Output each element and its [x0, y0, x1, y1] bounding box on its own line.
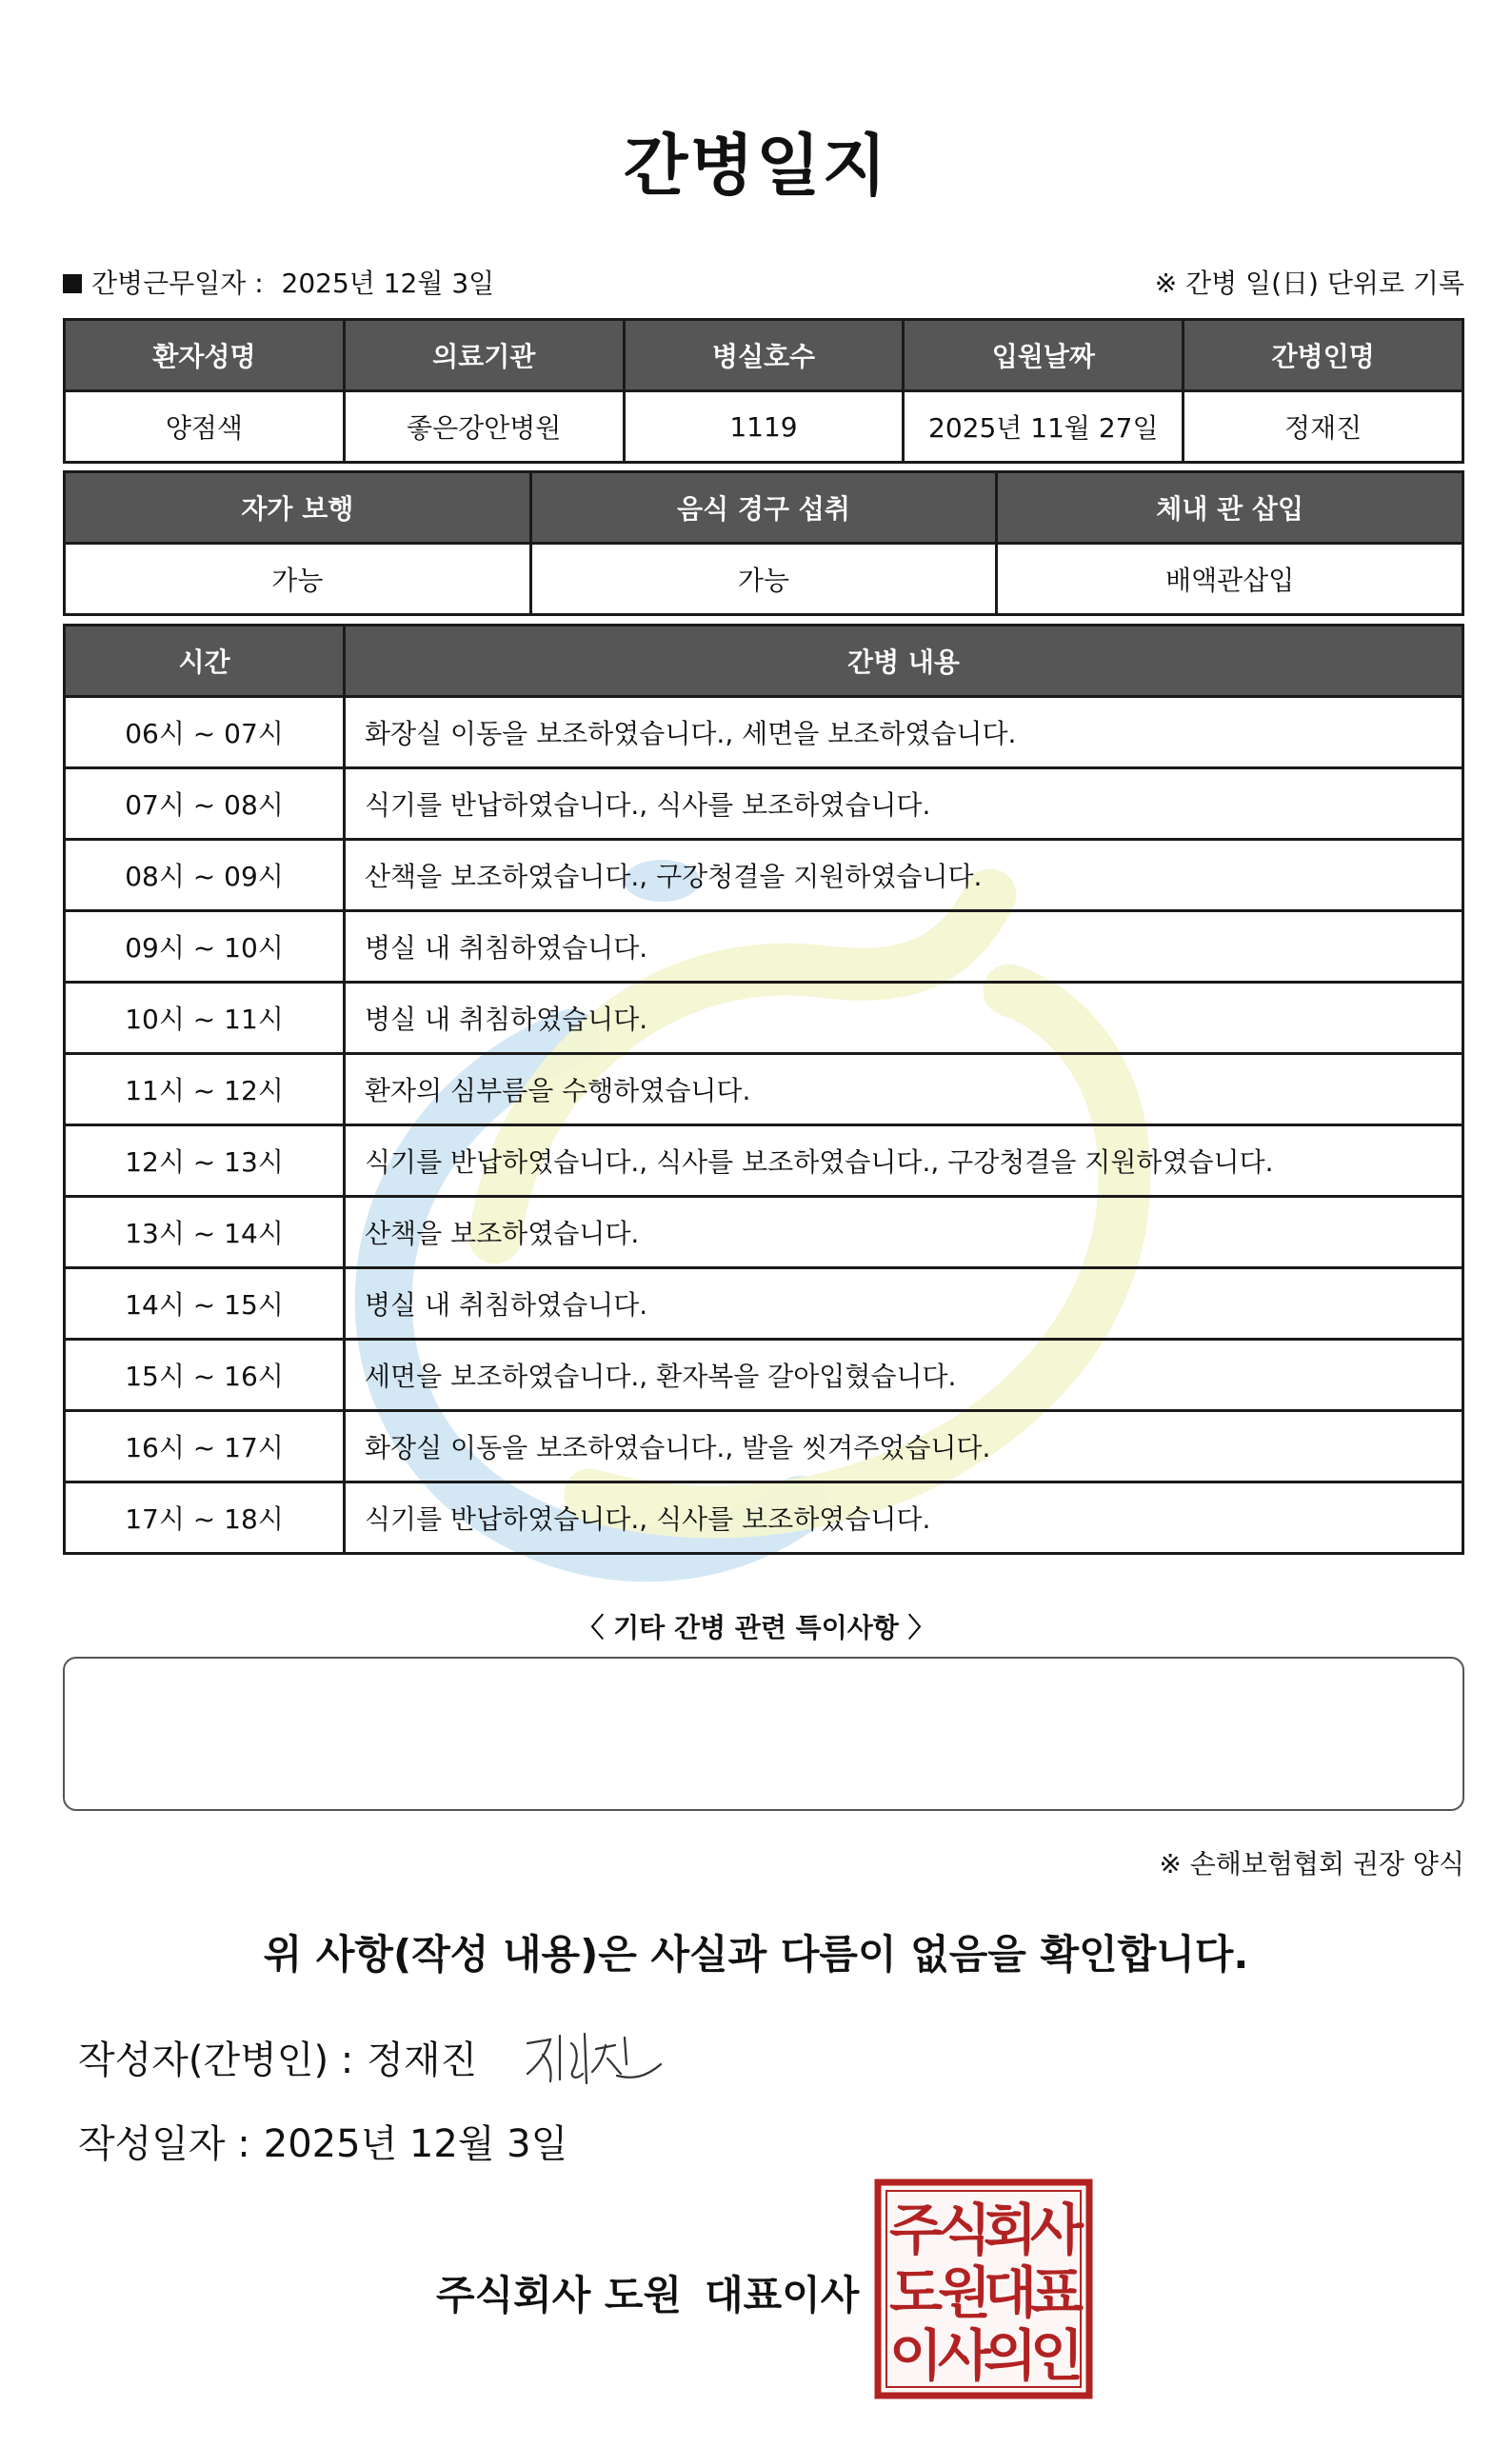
- svg-text:표: 표: [1029, 2260, 1084, 2325]
- work-date-value: 2025년 12월 3일: [281, 268, 495, 299]
- written-date-value: 2025년 12월 3일: [263, 2122, 568, 2166]
- time-cell: 14시 ~ 15시: [65, 1268, 345, 1340]
- table-row: [65, 1482, 1463, 1554]
- patient-info-header-row: [65, 320, 1463, 391]
- page-title: 간병일지: [623, 127, 889, 205]
- content-cell: 화장실 이동을 보조하였습니다., 발을 씻겨주었습니다.: [345, 1411, 1463, 1482]
- time-cell: 07시 ~ 08시: [65, 768, 345, 840]
- square-bullet-icon: [63, 274, 82, 293]
- patient-status-table: [63, 470, 1464, 616]
- admission-date: 2025년 11월 27일: [904, 391, 1184, 463]
- table-row: [65, 1197, 1463, 1268]
- patient-info-table: [63, 318, 1464, 464]
- time-cell: 06시 ~ 07시: [65, 697, 345, 768]
- table-row: [65, 1340, 1463, 1411]
- record-unit-note: ※ 간병 일(日) 단위로 기록: [1154, 268, 1464, 299]
- oral-intake-status: 가능: [530, 544, 997, 615]
- content-cell: 환자의 심부름을 수행하였습니다.: [345, 1054, 1463, 1125]
- svg-text:회: 회: [983, 2198, 1038, 2262]
- work-date-label: 간병근무일자 :: [91, 268, 264, 299]
- table-row: [65, 911, 1463, 983]
- header-tube: 체내 관 삽입: [997, 472, 1463, 544]
- content-cell: 식기를 반납하였습니다., 식사를 보조하였습니다.: [345, 1482, 1463, 1554]
- content-cell: 산책을 보조하였습니다.: [345, 1197, 1463, 1268]
- tube-status: 배액관삽입: [997, 544, 1463, 615]
- status-header-row: [65, 472, 1463, 544]
- svg-text:인: 인: [1029, 2323, 1084, 2388]
- care-log-table: [63, 624, 1464, 1555]
- time-cell: 12시 ~ 13시: [65, 1125, 345, 1197]
- table-row: [65, 983, 1463, 1054]
- time-cell: 13시 ~ 14시: [65, 1197, 345, 1268]
- content-cell: 병실 내 취침하였습니다.: [345, 1268, 1463, 1340]
- form-source-note: ※ 손해보험협회 권장 양식: [1159, 1848, 1464, 1880]
- table-row: [65, 1054, 1463, 1125]
- written-date-label: 작성일자 :: [78, 2122, 250, 2166]
- written-date-line: [78, 2114, 567, 2168]
- svg-text:사: 사: [937, 2323, 992, 2388]
- company-seal: [874, 2178, 1093, 2399]
- patient-info-value-row: [65, 391, 1463, 463]
- header-admission-date: 입원날짜: [904, 320, 1184, 391]
- svg-text:도: 도: [888, 2260, 944, 2325]
- writer-name: 정재진: [367, 2039, 478, 2082]
- table-row: [65, 1125, 1463, 1197]
- header-hospital: 의료기관: [344, 320, 624, 391]
- header-walking: 자가 보행: [65, 472, 531, 544]
- svg-text:의: 의: [983, 2323, 1038, 2388]
- company-role: 대표이사: [705, 2272, 860, 2318]
- patient-name: 양점색: [65, 391, 345, 463]
- content-cell: 세면을 보조하였습니다., 환자복을 갈아입혔습니다.: [345, 1340, 1463, 1411]
- walking-status: 가능: [65, 544, 531, 615]
- special-notes-box: [63, 1657, 1464, 1811]
- table-row: [65, 1268, 1463, 1340]
- table-row: [65, 768, 1463, 840]
- header-time: 시간: [65, 626, 345, 697]
- content-cell: 식기를 반납하였습니다., 식사를 보조하였습니다.: [345, 768, 1463, 840]
- svg-text:주: 주: [888, 2198, 944, 2262]
- special-notes-title: 〈 기타 간병 관련 특이사항 〉: [577, 1612, 935, 1643]
- company-name: 주식회사 도원: [436, 2272, 683, 2318]
- table-row: [65, 697, 1463, 768]
- time-cell: 08시 ~ 09시: [65, 840, 345, 911]
- content-cell: 식기를 반납하였습니다., 식사를 보조하였습니다., 구강청결을 지원하였습니다.: [345, 1125, 1463, 1197]
- header-oral-intake: 음식 경구 섭취: [530, 472, 997, 544]
- svg-text:대: 대: [983, 2260, 1038, 2325]
- header-patient-name: 환자성명: [65, 320, 345, 391]
- svg-text:이: 이: [888, 2323, 944, 2388]
- svg-text:원: 원: [937, 2260, 992, 2325]
- time-cell: 16시 ~ 17시: [65, 1411, 345, 1482]
- content-cell: 산책을 보조하였습니다., 구강청결을 지원하였습니다.: [345, 840, 1463, 911]
- writer-line: [78, 2030, 477, 2084]
- writer-label: 작성자(간병인) :: [78, 2039, 354, 2082]
- care-log-header-row: [65, 626, 1463, 697]
- svg-text:식: 식: [937, 2198, 992, 2262]
- time-cell: 09시 ~ 10시: [65, 911, 345, 983]
- table-row: [65, 1411, 1463, 1482]
- hospital-name: 좋은강안병원: [344, 391, 624, 463]
- content-cell: 병실 내 취침하였습니다.: [345, 983, 1463, 1054]
- header-care-content: 간병 내용: [345, 626, 1463, 697]
- status-value-row: [65, 544, 1463, 615]
- time-cell: 10시 ~ 11시: [65, 983, 345, 1054]
- content-cell: 병실 내 취침하였습니다.: [345, 911, 1463, 983]
- work-date: [63, 263, 494, 301]
- company-signature-line: [436, 2264, 859, 2321]
- room-number: 1119: [624, 391, 904, 463]
- header-caregiver: 간병인명: [1184, 320, 1463, 391]
- confirmation-statement: 위 사항(작성 내용)은 사실과 다름이 없음을 확인합니다.: [263, 1931, 1249, 1978]
- header-room: 병실호수: [624, 320, 904, 391]
- content-cell: 화장실 이동을 보조하였습니다., 세면을 보조하였습니다.: [345, 697, 1463, 768]
- table-row: [65, 840, 1463, 911]
- time-cell: 11시 ~ 12시: [65, 1054, 345, 1125]
- caregiver-name: 정재진: [1184, 391, 1463, 463]
- handwritten-signature: [522, 2026, 665, 2093]
- time-cell: 15시 ~ 16시: [65, 1340, 345, 1411]
- svg-text:사: 사: [1029, 2198, 1084, 2262]
- time-cell: 17시 ~ 18시: [65, 1482, 345, 1554]
